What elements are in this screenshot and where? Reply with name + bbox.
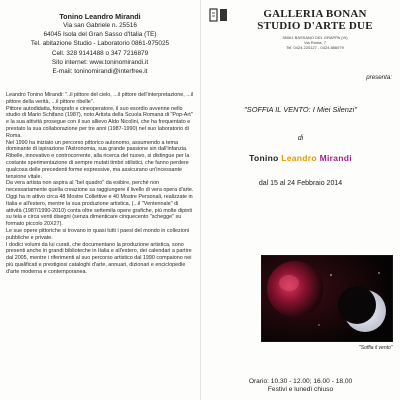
- contact-city: 64045 Isola del Gran Sasso d'Italia (TE): [43, 31, 157, 39]
- gallery-name: [235, 8, 395, 32]
- by-label: di: [297, 135, 304, 142]
- artist-middle-name: Leandro: [281, 153, 317, 163]
- gallery-logo-icon: [209, 7, 229, 23]
- bio-paragraph: Ribelle, innovativo e controcorrente, alla ricerca del nuovo, si distingue per la costante sperimentazione di sempre mutati timbri stilistici, che fanno perdere qualcosa delle precedenti forme espressive, ma assicurano un'incessante tensione vitale.: [6, 153, 190, 180]
- right-panel: [201, 0, 400, 400]
- exhibition-title: "SOFFIA IL VENTO: I Miei Silenzi": [244, 105, 357, 114]
- gallery-name-line2: STUDIO D'ARTE DUE: [257, 20, 373, 32]
- bio-paragraph: Le sue opere pittoriche si trovano in quasi tutti i paesi del mondo in collezioni pubbliche e private.: [6, 227, 190, 241]
- bio-paragraph: Oggi ha in attivo circa 48 Mostre Collettive e 40 Mostre Personali, realizzate in Italia e all'estero, mentre la sua produzione artistica, (...il "Ventennale" di attività (1987/1990-2010) conta oltre settemila opere grafiche, più molte dipinti su tela e circa venti disegni (senza dimenticare cinquecento "schegge" su formato piccolo 20X27).: [6, 193, 193, 228]
- artist-last-name: Mirandi: [319, 153, 352, 163]
- artist-first-name: Tonino: [249, 153, 279, 163]
- gallery-name-line1: GALLERIA BONAN: [263, 8, 367, 20]
- gallery-address: [235, 35, 395, 51]
- contact-website: Sito internet: www.toninomirandi.it: [51, 58, 149, 66]
- artist-biography: [6, 92, 194, 276]
- contact-email: E-mail: toninomirandi@interfree.it: [52, 68, 148, 76]
- painting-caption: "Soffia il vento": [359, 345, 393, 351]
- bio-paragraph: Nel 1990 ha iniziato un percorso pittorico autonomo, assumendo a tema dominante di ispirazione l'Astronomia, sua grande passione sin dall'infanzia.: [6, 139, 188, 153]
- contact-address: Via san Gabriele n. 25516: [63, 22, 137, 29]
- contact-phone-studio: Tel. abitazione Studio - Laboratorio 0861-975025: [30, 40, 170, 48]
- bio-paragraph: Da vera artista non aspira al "bel quadro" da esibire, perché non necessariamente quella creazione sa raggiungere il livello di vera opera d'arte.: [6, 180, 194, 194]
- closed-days: Festivi e lunedì chiuso: [267, 386, 334, 394]
- hours-line: Orario: 10.30 - 12.00; 16.00 - 18.00: [248, 378, 353, 385]
- exhibition-dates: dal 15 al 24 Febbraio 2014: [258, 180, 343, 187]
- gallery-address-line: Via Roma, 7: [304, 40, 326, 46]
- contact-name: Tonino Leandro Mirandi: [59, 12, 141, 21]
- bio-paragraph: Leandro Tonino Mirandi: "..il pittore del cielo, ...il pittore dell'interpretazione, ...il pittore della verità, ...il pittore ribelle".: [6, 92, 194, 105]
- gallery-address-line: Tel. 0424 220127 - 0424 886079: [286, 45, 344, 51]
- bio-paragraph: Pittore autodidatta, fotografo e cineoperatore, il suo esordio avvenne nello studio di Mario Schifano (1987), noto Artista della Scuola Romana di "Pop-Art" e la sua attività prosegue con il suo allievo Aldo Nicolini, che ha frequentato e prestato la sua collaborazione per tre anni (1987-1990) nel suo laboratorio di Roma.: [6, 105, 193, 139]
- painting-image: [261, 255, 393, 342]
- contact-cell: Cell. 328 9141488 o 347 7216879: [51, 49, 149, 57]
- gallery-address-line: 36061 BASSANO DEL GRAPPA (VI): [282, 35, 348, 40]
- opening-hours: [201, 378, 400, 395]
- contact-block: [0, 4, 200, 76]
- bio-paragraph: I dodici volumi da lui curati, che documentano la produzione artistica, sono presenti anche in grandi biblioteche in Italia e all'estero, dei calendari a partire dal 2005, mentre i riferimenti al suo percorso artistico dal 1990 compaiono nei più qualificati e prestigiosi cataloghi d'arte, annuari, dizionari e enciclopedie d'arte moderna e contemporanea.: [6, 241, 192, 275]
- presenta-label: presenta:: [366, 74, 392, 81]
- artist-name: [201, 153, 400, 163]
